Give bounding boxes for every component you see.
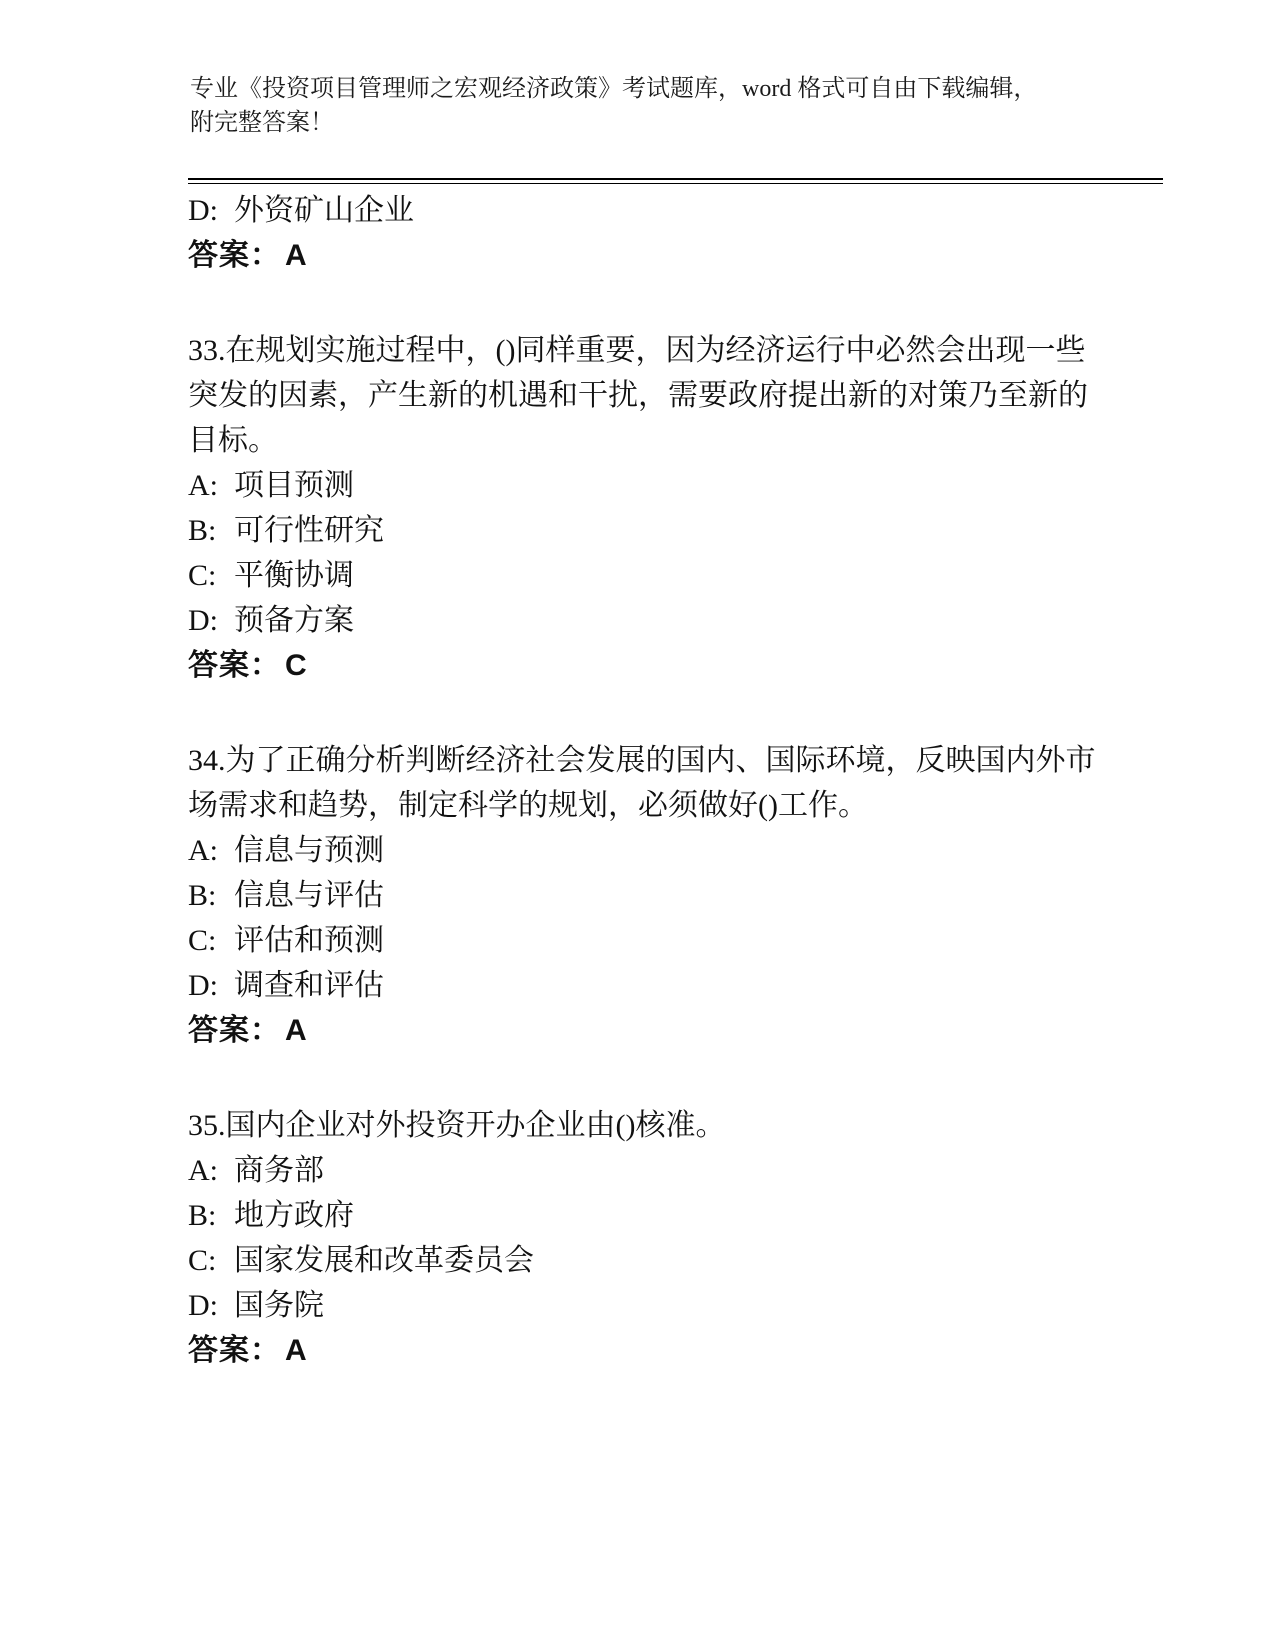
header-rule xyxy=(188,178,1163,184)
option-label: D: xyxy=(188,969,218,1002)
answer-label: 答案： xyxy=(188,239,281,272)
option-label: D: xyxy=(188,604,218,637)
option-text: 评估和预测 xyxy=(234,924,384,957)
option-text: 预备方案 xyxy=(234,604,354,637)
answer-value: A xyxy=(285,1014,308,1047)
option-label: A: xyxy=(188,469,218,502)
option-line xyxy=(188,598,1096,643)
question-text-line: 突发的因素，产生新的机遇和干扰，需要政府提出新的对策乃至新的 xyxy=(188,379,1088,412)
answer-label: 答案： xyxy=(188,1014,281,1047)
option-line xyxy=(188,188,1096,233)
question-text-line: 场需求和趋势，制定科学的规划，必须做好()工作。 xyxy=(188,789,868,822)
question-text-line: 目标。 xyxy=(188,424,278,457)
option-text: 地方政府 xyxy=(234,1199,354,1232)
option-text: 外资矿山企业 xyxy=(234,194,414,227)
question-block-35 xyxy=(188,1103,1096,1373)
header-text-line: 附完整答案！ xyxy=(190,110,334,136)
answer-value: C xyxy=(285,649,308,682)
option-text: 项目预测 xyxy=(234,469,354,502)
option-label: B: xyxy=(188,879,217,912)
option-line xyxy=(188,1283,1096,1328)
option-line xyxy=(188,963,1096,1008)
question-text-line: 33.在规划实施过程中，()同样重要，因为经济运行中必然会出现一些 xyxy=(188,334,1086,367)
answer-line xyxy=(188,643,1096,688)
option-text: 商务部 xyxy=(234,1154,324,1187)
option-text: 国务院 xyxy=(234,1289,324,1322)
option-text: 调查和评估 xyxy=(234,969,384,1002)
answer-line xyxy=(188,1008,1096,1053)
option-text: 信息与预测 xyxy=(234,834,384,867)
question-block-34 xyxy=(188,738,1096,1053)
option-line xyxy=(188,918,1096,963)
option-text: 平衡协调 xyxy=(234,559,354,592)
option-label: B: xyxy=(188,514,217,547)
option-label: D: xyxy=(188,194,218,227)
option-line xyxy=(188,1148,1096,1193)
option-text: 可行性研究 xyxy=(234,514,384,547)
question-block-carryover xyxy=(188,188,1096,278)
block-gap xyxy=(188,688,1096,738)
option-label: B: xyxy=(188,1199,217,1232)
option-text: 信息与评估 xyxy=(234,879,384,912)
question-block-33 xyxy=(188,328,1096,688)
document-body xyxy=(188,188,1096,1373)
answer-label: 答案： xyxy=(188,1334,281,1367)
page-header xyxy=(190,72,1037,140)
answer-label: 答案： xyxy=(188,649,281,682)
option-label: A: xyxy=(188,834,218,867)
answer-line xyxy=(188,1328,1096,1373)
option-label: D: xyxy=(188,1289,218,1322)
question-text-line: 35.国内企业对外投资开办企业由()核准。 xyxy=(188,1109,726,1142)
option-label: C: xyxy=(188,924,217,957)
option-line xyxy=(188,873,1096,918)
option-text: 国家发展和改革委员会 xyxy=(234,1244,534,1277)
option-line xyxy=(188,1238,1096,1283)
option-line xyxy=(188,508,1096,553)
option-line xyxy=(188,828,1096,873)
answer-value: A xyxy=(285,1334,308,1367)
option-label: A: xyxy=(188,1154,218,1187)
option-line xyxy=(188,463,1096,508)
option-line xyxy=(188,1193,1096,1238)
block-gap xyxy=(188,278,1096,328)
question-text-line: 34.为了正确分析判断经济社会发展的国内、国际环境，反映国内外市 xyxy=(188,744,1096,777)
answer-line xyxy=(188,233,1096,278)
header-text-line: 专业《投资项目管理师之宏观经济政策》考试题库，word 格式可自由下载编辑， xyxy=(190,76,1038,102)
block-gap xyxy=(188,1053,1096,1103)
option-label: C: xyxy=(188,559,217,592)
answer-value: A xyxy=(285,239,308,272)
option-label: C: xyxy=(188,1244,217,1277)
option-line xyxy=(188,553,1096,598)
